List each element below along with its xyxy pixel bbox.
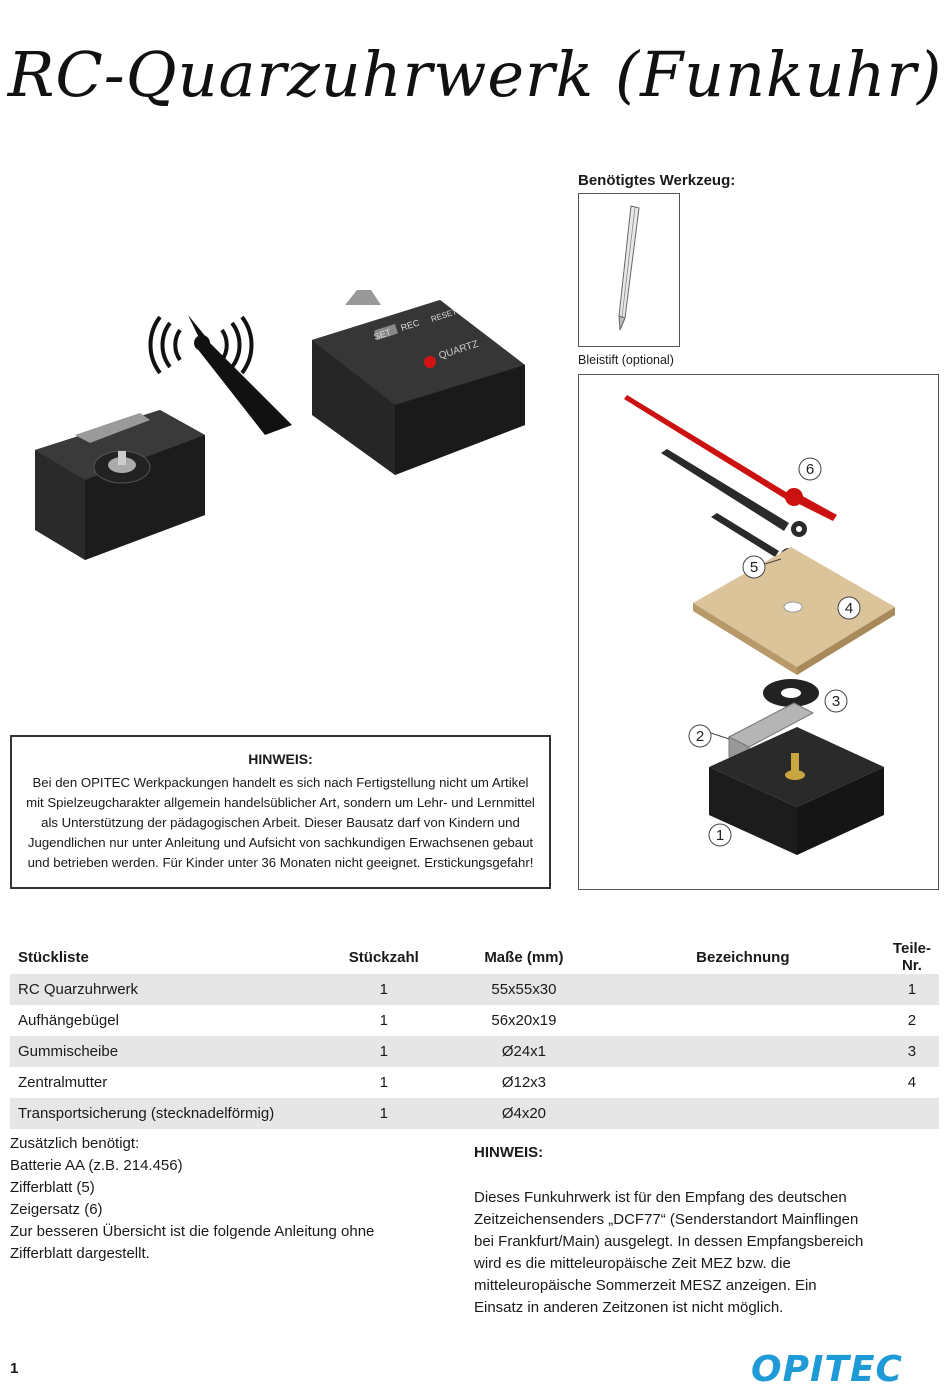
callout-6: [799, 458, 821, 480]
pencil-icon: [579, 194, 679, 346]
header-part-number: Teile-Nr.: [892, 940, 931, 974]
header-dimensions: Maße (mm): [484, 948, 564, 966]
quartz-label: QUARTZ: [437, 338, 480, 362]
hint-text: Dieses Funkuhrwerk ist für den Empfang des deutschen Zeitzeichensenders „DCF77“ (Senderstandort Mainflingen bei Frankfurt/Main) ausgelegt. In dessen Empfangsbereich wird es die mitteleuropäische Zeit MEZ bzw. die mitteleuropäische Sommerzeit MESZ anzeigen. Ein Einsatz in anderen Zeitzonen ist nicht möglich.: [474, 1189, 864, 1316]
cell-name: Aufhängebügel: [18, 1012, 119, 1029]
cell-qty: 1: [379, 1012, 388, 1029]
reset-button-label: RESET: [429, 307, 458, 324]
svg-text:2: 2: [695, 728, 705, 745]
header-quantity: Stückzahl: [348, 948, 419, 966]
table-row: [10, 1036, 939, 1067]
cell-dims: Ø24x1: [501, 1043, 547, 1060]
extra-line: Batterie AA (z.B. 214.456): [10, 1157, 183, 1174]
set-button-label: SET: [372, 326, 393, 342]
cell-dims: Ø4x20: [501, 1105, 547, 1122]
opitec-logo: [720, 1348, 935, 1388]
tools-heading: Benötigtes Werkzeug:: [578, 172, 736, 189]
extra-line: Zeigersatz (6): [10, 1201, 103, 1218]
table-row: [10, 974, 939, 1005]
cell-designation: [601, 1067, 885, 1098]
hero-illustration: [30, 285, 570, 575]
callout-2: [689, 725, 729, 747]
extra-line: Zur besseren Übersicht ist die folgende Anleitung ohne: [10, 1223, 375, 1240]
cell-part-no: 1: [907, 981, 917, 998]
cell-dims: 56x20x19: [491, 1012, 557, 1029]
svg-text:3: 3: [831, 693, 841, 710]
extra-line: Zusätzlich benötigt:: [10, 1135, 140, 1152]
cell-name: RC Quarzuhrwerk: [18, 981, 139, 998]
cell-name: Transportsicherung (stecknadelförmig): [18, 1105, 275, 1122]
clock-movement-front: [35, 410, 205, 560]
cell-designation: [601, 1098, 885, 1129]
cell-qty: 1: [379, 981, 388, 998]
clock-movement-back: [312, 290, 525, 475]
rubber-washer: [763, 679, 819, 707]
svg-text:5: 5: [749, 559, 759, 576]
exploded-assembly-diagram: [578, 374, 939, 890]
wooden-dial: [693, 547, 895, 675]
cell-designation: [601, 1036, 885, 1067]
additional-requirements: [10, 1133, 374, 1265]
second-hand: [624, 395, 837, 521]
extra-line: Zifferblatt (5): [10, 1179, 95, 1196]
tool-caption: Bleistift (optional): [578, 353, 674, 367]
callout-4: [838, 597, 860, 619]
table-row: [10, 1067, 939, 1098]
cell-qty: 1: [379, 1043, 388, 1060]
header-parts-list: Stückliste: [18, 948, 89, 966]
cell-dims: Ø12x3: [501, 1074, 547, 1091]
cell-part-no: 3: [907, 1043, 917, 1060]
cell-part-no: 2: [907, 1012, 917, 1029]
cell-dims: 55x55x30: [491, 981, 557, 998]
cell-name: Zentralmutter: [18, 1074, 108, 1091]
page-title: RC-Quarzuhrwerk (Funkuhr): [7, 38, 943, 111]
parts-table: [10, 940, 939, 1129]
table-row: [10, 1098, 939, 1129]
notice-title: HINWEIS:: [248, 751, 313, 767]
cell-qty: 1: [379, 1074, 388, 1091]
cell-designation: [601, 974, 885, 1005]
svg-text:6: 6: [805, 461, 815, 478]
cell-name: Gummischeibe: [18, 1043, 119, 1060]
extra-line: Zifferblatt dargestellt.: [10, 1245, 150, 1262]
svg-text:4: 4: [844, 600, 854, 617]
tool-image-box: [578, 193, 680, 347]
cell-designation: [601, 1005, 885, 1036]
rec-button-label: REC: [399, 317, 421, 333]
cell-part-no: 4: [907, 1074, 917, 1091]
callout-1: [709, 824, 731, 846]
notice-text: Bei den OPITEC Werkpackungen handelt es sich nach Fertigstellung nicht um Artikel mit Spielzeugcharakter allgemein handelsüblicher Art, sondern um Lehr- und Lernmittel als Unterstützung der pädagogischen Arbeit. Dieser Bausatz darf von Kindern und Jugendlichen nur unter Anleitung und Aufsicht von sachkundigen Erwachsenen gebaut und betrieben werden. Für Kinder unter 36 Monaten nicht geeignet. Erstickungsgefahr!: [26, 775, 535, 870]
table-row: [10, 1005, 939, 1036]
svg-text:1: 1: [715, 827, 725, 844]
page-number: 1: [10, 1360, 19, 1377]
safety-notice: [10, 735, 551, 889]
header-designation: Bezeichnung: [696, 948, 790, 966]
cell-qty: 1: [379, 1105, 388, 1122]
cell-part-no: [885, 1098, 939, 1129]
svg-text:OPITEC: OPITEC: [751, 1349, 903, 1388]
callout-3: [825, 690, 847, 712]
hint-title: HINWEIS:: [474, 1144, 544, 1161]
table-header-row: [10, 940, 939, 974]
